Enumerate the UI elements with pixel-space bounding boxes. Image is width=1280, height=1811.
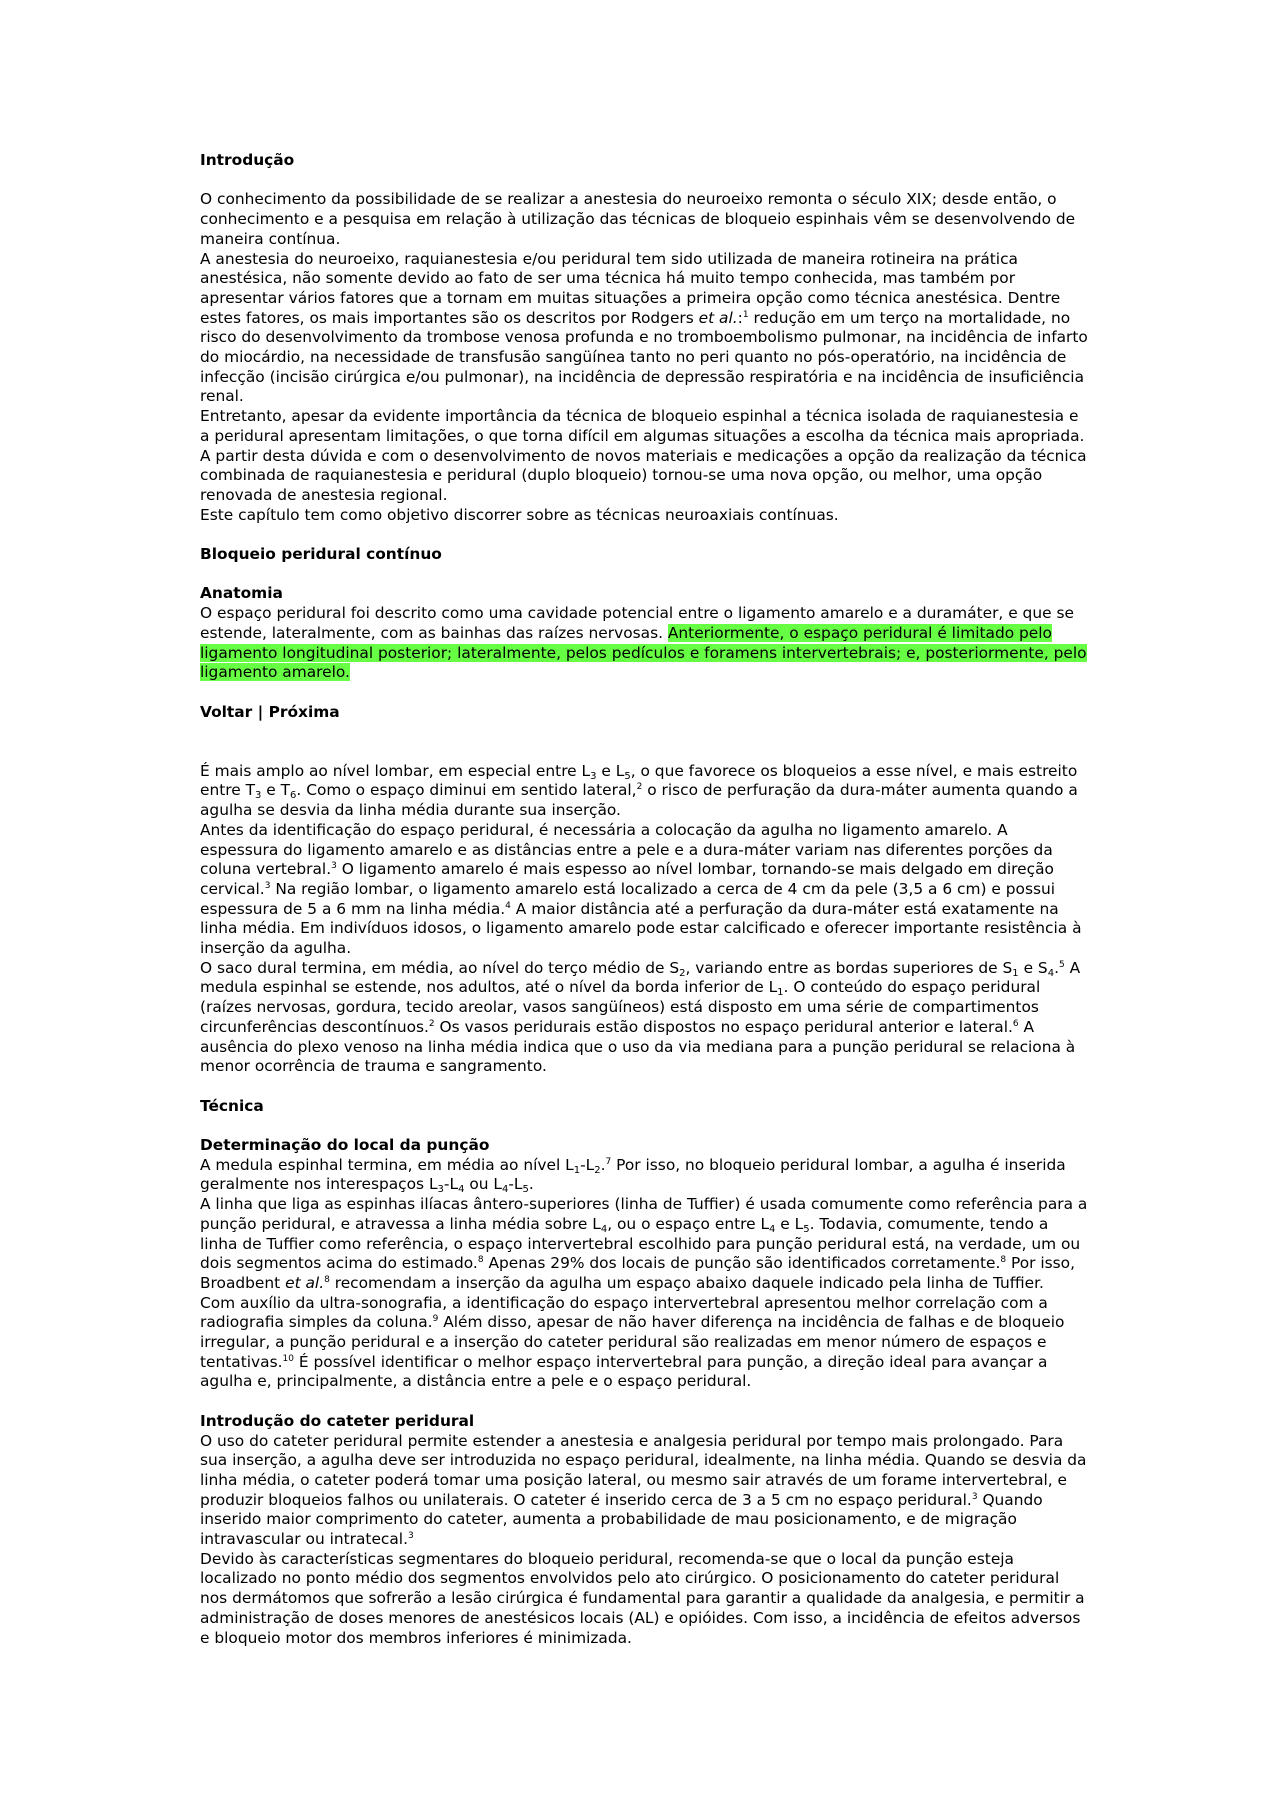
reference-superscript: 2 [428,1018,435,1029]
intro-paragraph-3: Entretanto, apesar da evidente importância da técnica de bloqueio espinhal a técnica isolada de raquianestesia e a peridural apresentam limitações, o que torna difícil em algumas situações a escolha da técnica mais apropriada. A partir desta dúvida e com o desenvolvimento de novos materiais e medicações a opção da realização da técnica combinada de raquianestesia e peridural (duplo bloqueio) tornou-se uma nova opção, ou melhor, uma opção renovada de anestesia regional. [200,407,1087,504]
reference-superscript: 3 [331,861,337,872]
reference-superscript: 6 [1012,1018,1019,1029]
tecnica-paragraph-3: Com auxílio da ultra-sonografia, a identificação do espaço intervertebral apresentou melhor correlação com a radiografia simples da coluna.$^9$ Além disso, apesar de não haver diferença na incidência de falhas e de bloqueio irregular, a punção peridural e a inserção do cateter peridural são realizadas em menor número de espaços e tentativas.$^{10}$ É possível identificar o melhor espaço intervertebral para punção, a direção ideal para avançar a agulha e, principalmente, a distância entre a pele e o espaço peridural. [200,1293,1065,1391]
subheading-determinacao-local-puncao: Determinação do local da punção [200,1136,490,1155]
highlighted-text: Anteriormente, o espaço peridural é limitado pelo ligamento longitudinal posterior; lateralmente, pelos pedículos e foramens intervertebrais; e, posteriormente, pelo ligamento amarelo. [200,623,1087,682]
anatomia-paragraph-4: O saco dural termina, em média, ao nível do terço médio de $S_2$, variando entre as bordas superiores de $S_1$ e $S_4.^5$ A medula espinhal se estende, nos adultos, até o nível da borda inferior de $L_1$. O conteúdo do espaço peridural (raízes nervosas, gordura, tecido areolar, vasos sangüíneos) está disposto em uma série de compartimentos circunferências descontínuos.$^2$ Os vasos peridurais estão dispostos no espaço peridural anterior e lateral.$^6$ A ausência do plexo venoso na linha média indica que o uso da via mediana para a punção peridural se relaciona à menor ocorrência de trauma e sangramento. [200,958,1081,1076]
tecnica-paragraph-1: A medula espinhal termina, em média ao nível $L_1-L_2.^7$ Por isso, no bloqueio peridural lombar, a agulha é inserida geralmente nos interespaços $L_3-L_4$ ou $L_4-L_5$. [200,1155,1066,1196]
reference-superscript: 1 [742,309,749,320]
anatomia-paragraph-2: É mais amplo ao nível lombar, em especial entre $L_3$ e $L_5$, o que favorece os bloqueios a esse nível, e mais estreito entre $T_3$ e $T_6$. Como o espaço diminui em sentido lateral,$^2$ o risco de perfuração da dura-máter aumenta quando a agulha se desvia da linha média durante sua inserção. [200,761,1078,820]
reference-superscript: 8 [477,1255,484,1266]
subheading-introducao-cateter-peridural: Introdução do cateter peridural [200,1411,475,1430]
intro-paragraph-2: A anestesia do neuroeixo, raquianestesia e/ou peridural tem sido utilizada de maneira rotineira na prática anestésica, não somente devido ao fato de ser uma técnica há muito tempo conhecida, mas também por apresentar vários fatores que a tornam em muitas situações a primeira opção como técnica anestésica. Dentre estes fatores, os mais importantes são os descritos por Rodgers et al.:$^1$ redução em um terço na mortalidade, no risco do desenvolvimento da trombose venosa profunda e no tromboembolismo pulmonar, na incidência de infarto do miocárdio, na necessidade de transfusão sangüínea tanto no peri quanto no pós-operatório, na incidência de infecção (incisão cirúrgica e/ou pulmonar), na incidência de depressão respiratória e na incidência de insuficiência renal. [200,249,1088,406]
anatomia-paragraph-3: Antes da identificação do espaço peridural, é necessária a colocação da agulha no ligamento amarelo. A espessura do ligamento amarelo e as distâncias entre a pele e a dura-máter variam nas diferentes porções da coluna vertebral.$^3$ O ligamento amarelo é mais espesso ao nível lombar, tornando-se mais delgado em direção cervical.$^3$ Na região lombar, o ligamento amarelo está localizado a cerca de 4 cm da pele (3,5 a 6 cm) e possui espessura de 5 a 6 mm na linha média.$^4$ A maior distância até a perfuração da dura-máter está exatamente na linha média. Em indivíduos idosos, o ligamento amarelo pode estar calcificado e oferecer importante resistência à inserção da agulha. [200,820,1082,958]
reference-superscript: 3 [971,1491,978,1502]
reference-superscript: 3 [264,880,271,891]
subheading-anatomia: Anatomia [200,584,283,603]
reference-superscript: 7 [605,1156,612,1167]
reference-superscript: 8 [324,1274,330,1285]
reference-superscript: 5 [1058,959,1065,970]
reference-superscript: 3 [407,1531,414,1542]
reference-superscript: 10 [282,1353,294,1364]
reference-superscript: 2 [636,782,643,793]
cateter-paragraph-1: O uso do cateter peridural permite estender a anestesia e analgesia peridural por tempo mais prolongado. Para sua inserção, a agulha deve ser introduzida no espaço peridural, idealmente, na linha média. Quando se desvia da linha média, o cateter poderá tomar uma posição lateral, ou mesmo sair através de um forame intervertebral, e produzir bloqueios falhos ou unilaterais. O cateter é inserido cerca de 3 a 5 cm no espaço peridural.$^3$ Quando inserido maior comprimento do cateter, aumenta a probabilidade de mau posicionamento, e de migração intravascular ou intratecal.$^3$ [200,1431,1087,1549]
intro-paragraph-1: O conhecimento da possibilidade de se realizar a anestesia do neuroeixo remonta o século XIX; desde então, o conhecimento e a pesquisa em relação à utilização das técnicas de bloqueio espinhais vêm se desenvolvendo de maneira contínua. [200,190,1076,248]
cateter-paragraph-2: Devido às características segmentares do bloqueio peridural, recomenda-se que o local da punção esteja localizado no ponto médio dos segmentos envolvidos pelo ato cirúrgico. O posicionamento do cateter peridural nos dermátomos que sofrerão a lesão cirúrgica é fundamental para garantir a qualidade da analgesia, e permitir a administração de doses menores de anestésicos locais (AL) e opióides. Com isso, a incidência de efeitos adversos e bloqueio motor dos membros inferiores é minimizada. [200,1549,1085,1647]
voltar-link[interactable]: Voltar [200,702,253,721]
tecnica-paragraph-2: A linha que liga as espinhas ilíacas ântero-superiores (linha de Tuffier) é usada comumente como referência para a punção peridural, e atravessa a linha média sobre $L_4$, ou o espaço entre $L_4$ e $L_5$. Todavia, comumente, tendo a linha de Tuffier como referência, o espaço intervertebral escolhido para punção peridural está, na verdade, um ou dois segmentos acima do estimado.$^8$ Apenas 29% dos locais de punção são identificados corretamente.$^8$ Por isso, Broadbent et al.$^8$ recomendam a inserção da agulha um espaço abaixo daquele indicado pela linha de Tuffier. [200,1195,1088,1292]
intro-paragraph-4: Este capítulo tem como objetivo discorrer sobre as técnicas neuroaxiais contínuas. [200,505,839,524]
proxima-link[interactable]: Próxima [268,702,340,721]
section-heading-tecnica: Técnica [200,1096,264,1115]
reference-superscript: 8 [1000,1255,1007,1266]
document-page [200,151,1090,1648]
section-heading-introducao: Introdução [200,151,295,169]
page-navigation [200,703,1090,723]
reference-superscript: 4 [505,900,511,911]
section-heading-bloqueio-peridural-continuo: Bloqueio peridural contínuo [200,545,442,564]
nav-separator: | [252,702,269,721]
anatomia-paragraph-1: O espaço peridural foi descrito como uma cavidade potencial entre o ligamento amarelo e a duramáter, e que se estende, lateralmente, com as bainhas das raízes nervosas. Anteriormente, o espaço peridural é limitado pelo ligamento longitudinal posterior; lateralmente, pelos pedículos e foramens intervertebrais; e, posteriormente, pelo ligamento amarelo. [200,604,1087,682]
reference-superscript: 9 [432,1314,439,1325]
